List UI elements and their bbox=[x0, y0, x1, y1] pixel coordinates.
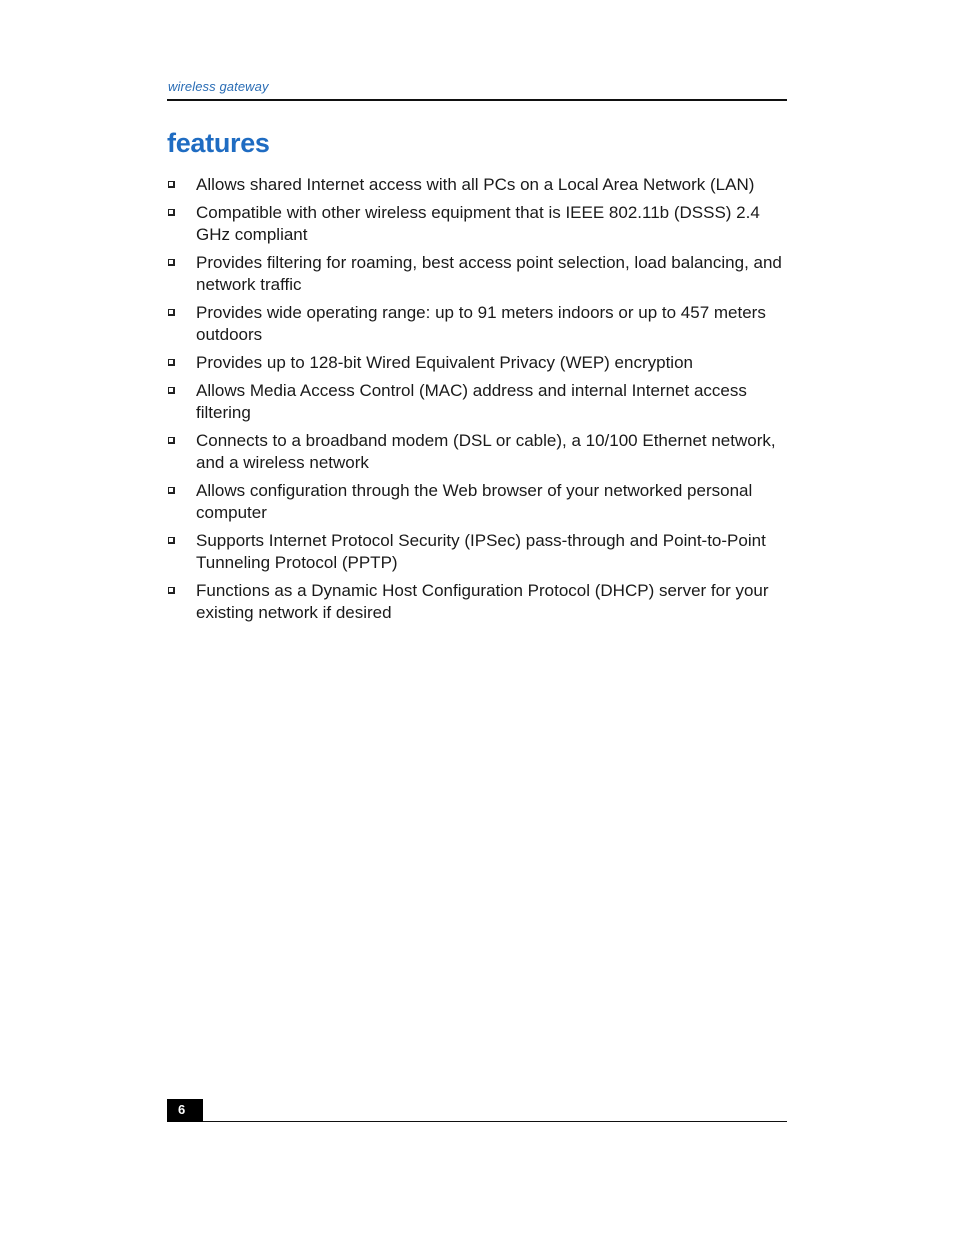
checkbox-bullet-icon bbox=[168, 487, 175, 494]
checkbox-bullet-icon bbox=[168, 359, 175, 366]
header-divider bbox=[167, 99, 787, 101]
feature-list bbox=[167, 174, 787, 630]
feature-text: Provides up to 128-bit Wired Equivalent Privacy (WEP) encryption bbox=[196, 353, 693, 372]
feature-text: Provides wide operating range: up to 91 meters indoors or up to 457 meters outdoors bbox=[196, 303, 766, 344]
checkbox-bullet-icon bbox=[168, 309, 175, 316]
feature-text: Allows Media Access Control (MAC) address and internal Internet access filtering bbox=[196, 381, 747, 422]
page-title: features bbox=[167, 128, 270, 158]
checkbox-bullet-icon bbox=[168, 181, 175, 188]
list-item bbox=[167, 530, 787, 574]
checkbox-bullet-icon bbox=[168, 437, 175, 444]
feature-text: Allows shared Internet access with all PCs on a Local Area Network (LAN) bbox=[196, 175, 755, 194]
page-number: 6 bbox=[167, 1099, 203, 1122]
list-item bbox=[167, 480, 787, 524]
feature-text: Allows configuration through the Web browser of your networked personal computer bbox=[196, 481, 753, 522]
feature-text: Provides filtering for roaming, best access point selection, load balancing, and network traffic bbox=[196, 253, 782, 294]
list-item bbox=[167, 174, 787, 196]
feature-text: Connects to a broadband modem (DSL or cable), a 10/100 Ethernet network, and a wireless network bbox=[196, 431, 776, 472]
checkbox-bullet-icon bbox=[168, 259, 175, 266]
list-item bbox=[167, 380, 787, 424]
feature-text: Compatible with other wireless equipment that is IEEE 802.11b (DSSS) 2.4 GHz compliant bbox=[196, 203, 760, 244]
footer-divider bbox=[167, 1121, 787, 1122]
checkbox-bullet-icon bbox=[168, 209, 175, 216]
list-item bbox=[167, 202, 787, 246]
feature-text: Functions as a Dynamic Host Configuration Protocol (DHCP) server for your existing network if desired bbox=[196, 581, 769, 622]
checkbox-bullet-icon bbox=[168, 587, 175, 594]
list-item bbox=[167, 430, 787, 474]
list-item bbox=[167, 352, 787, 374]
list-item bbox=[167, 580, 787, 624]
checkbox-bullet-icon bbox=[168, 537, 175, 544]
checkbox-bullet-icon bbox=[168, 387, 175, 394]
running-header: wireless gateway bbox=[168, 79, 269, 94]
list-item bbox=[167, 302, 787, 346]
feature-text: Supports Internet Protocol Security (IPSec) pass-through and Point-to-Point Tunneling Protocol (PPTP) bbox=[196, 531, 766, 572]
list-item bbox=[167, 252, 787, 296]
